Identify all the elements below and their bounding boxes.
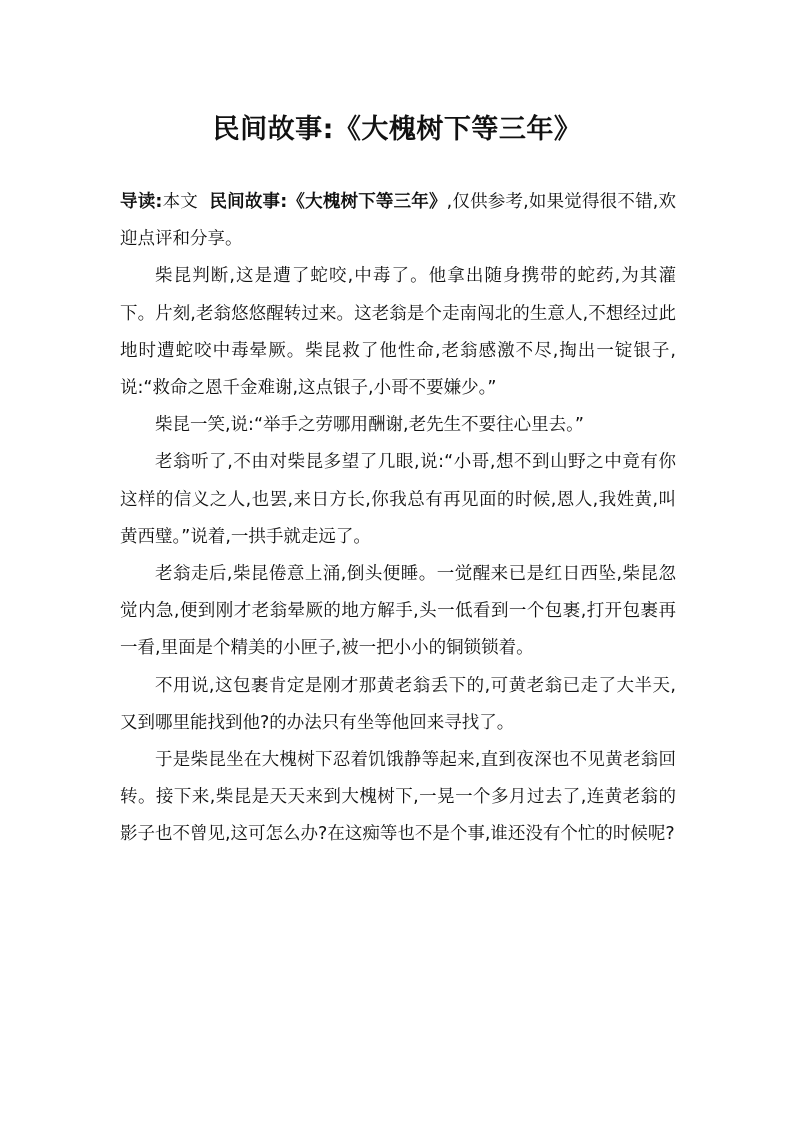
intro-label: 导读: bbox=[120, 192, 163, 212]
body-paragraph: 老翁走后,柴昆倦意上涌,倒头便睡。一觉醒来已是红日西坠,柴昆忽觉内急,便到刚才老翁晕厥的地方解手,头一低看到一个包裹,打开包裹再一看,里面是个精美的小匣子,被一把小小的铜锁锁着。 bbox=[120, 564, 676, 659]
intro-text-after: ,仅供参考,如果觉得很不错,欢迎点评和分享。 bbox=[120, 192, 677, 250]
intro-paragraph bbox=[120, 184, 676, 258]
intro-text-before: 本文 bbox=[162, 192, 210, 212]
document-body bbox=[120, 184, 676, 854]
body-paragraph: 柴昆判断,这是遭了蛇咬,中毒了。他拿出随身携带的蛇药,为其灌下。片刻,老翁悠悠醒转过来。这老翁是个走南闯北的生意人,不想经过此地时遭蛇咬中毒晕厥。柴昆救了他性命,老翁感激不尽,掏出一锭银子,说:“救命之恩千金难谢,这点银子,小哥不要嫌少。” bbox=[120, 266, 676, 399]
document-title: 民间故事:《大槐树下等三年》 bbox=[212, 114, 582, 145]
body-paragraph: 于是柴昆坐在大槐树下忍着饥饿静等起来,直到夜深也不见黄老翁回转。接下来,柴昆是天天来到大槐树下,一晃一个多月过去了,连黄老翁的影子也不曾见,这可怎么办?在这痴等也不是个事,谁还没有个忙的时候呢? bbox=[120, 750, 676, 845]
intro-bold-title: 民间故事:《大槐树下等三年》 bbox=[209, 192, 447, 212]
body-paragraph: 柴昆一笑,说:“举手之劳哪用酬谢,老先生不要往心里去。” bbox=[155, 415, 584, 436]
body-paragraph: 不用说,这包裹肯定是刚才那黄老翁丢下的,可黄老翁已走了大半天,又到哪里能找到他?的办法只有坐等他回来寻找了。 bbox=[120, 675, 676, 733]
body-paragraph: 老翁听了,不由对柴昆多望了几眼,说:“小哥,想不到山野之中竟有你这样的信义之人,也罢,来日方长,你我总有再见面的时候,恩人,我姓黄,叫黄西璧。”说着,一拱手就走远了。 bbox=[120, 452, 676, 547]
